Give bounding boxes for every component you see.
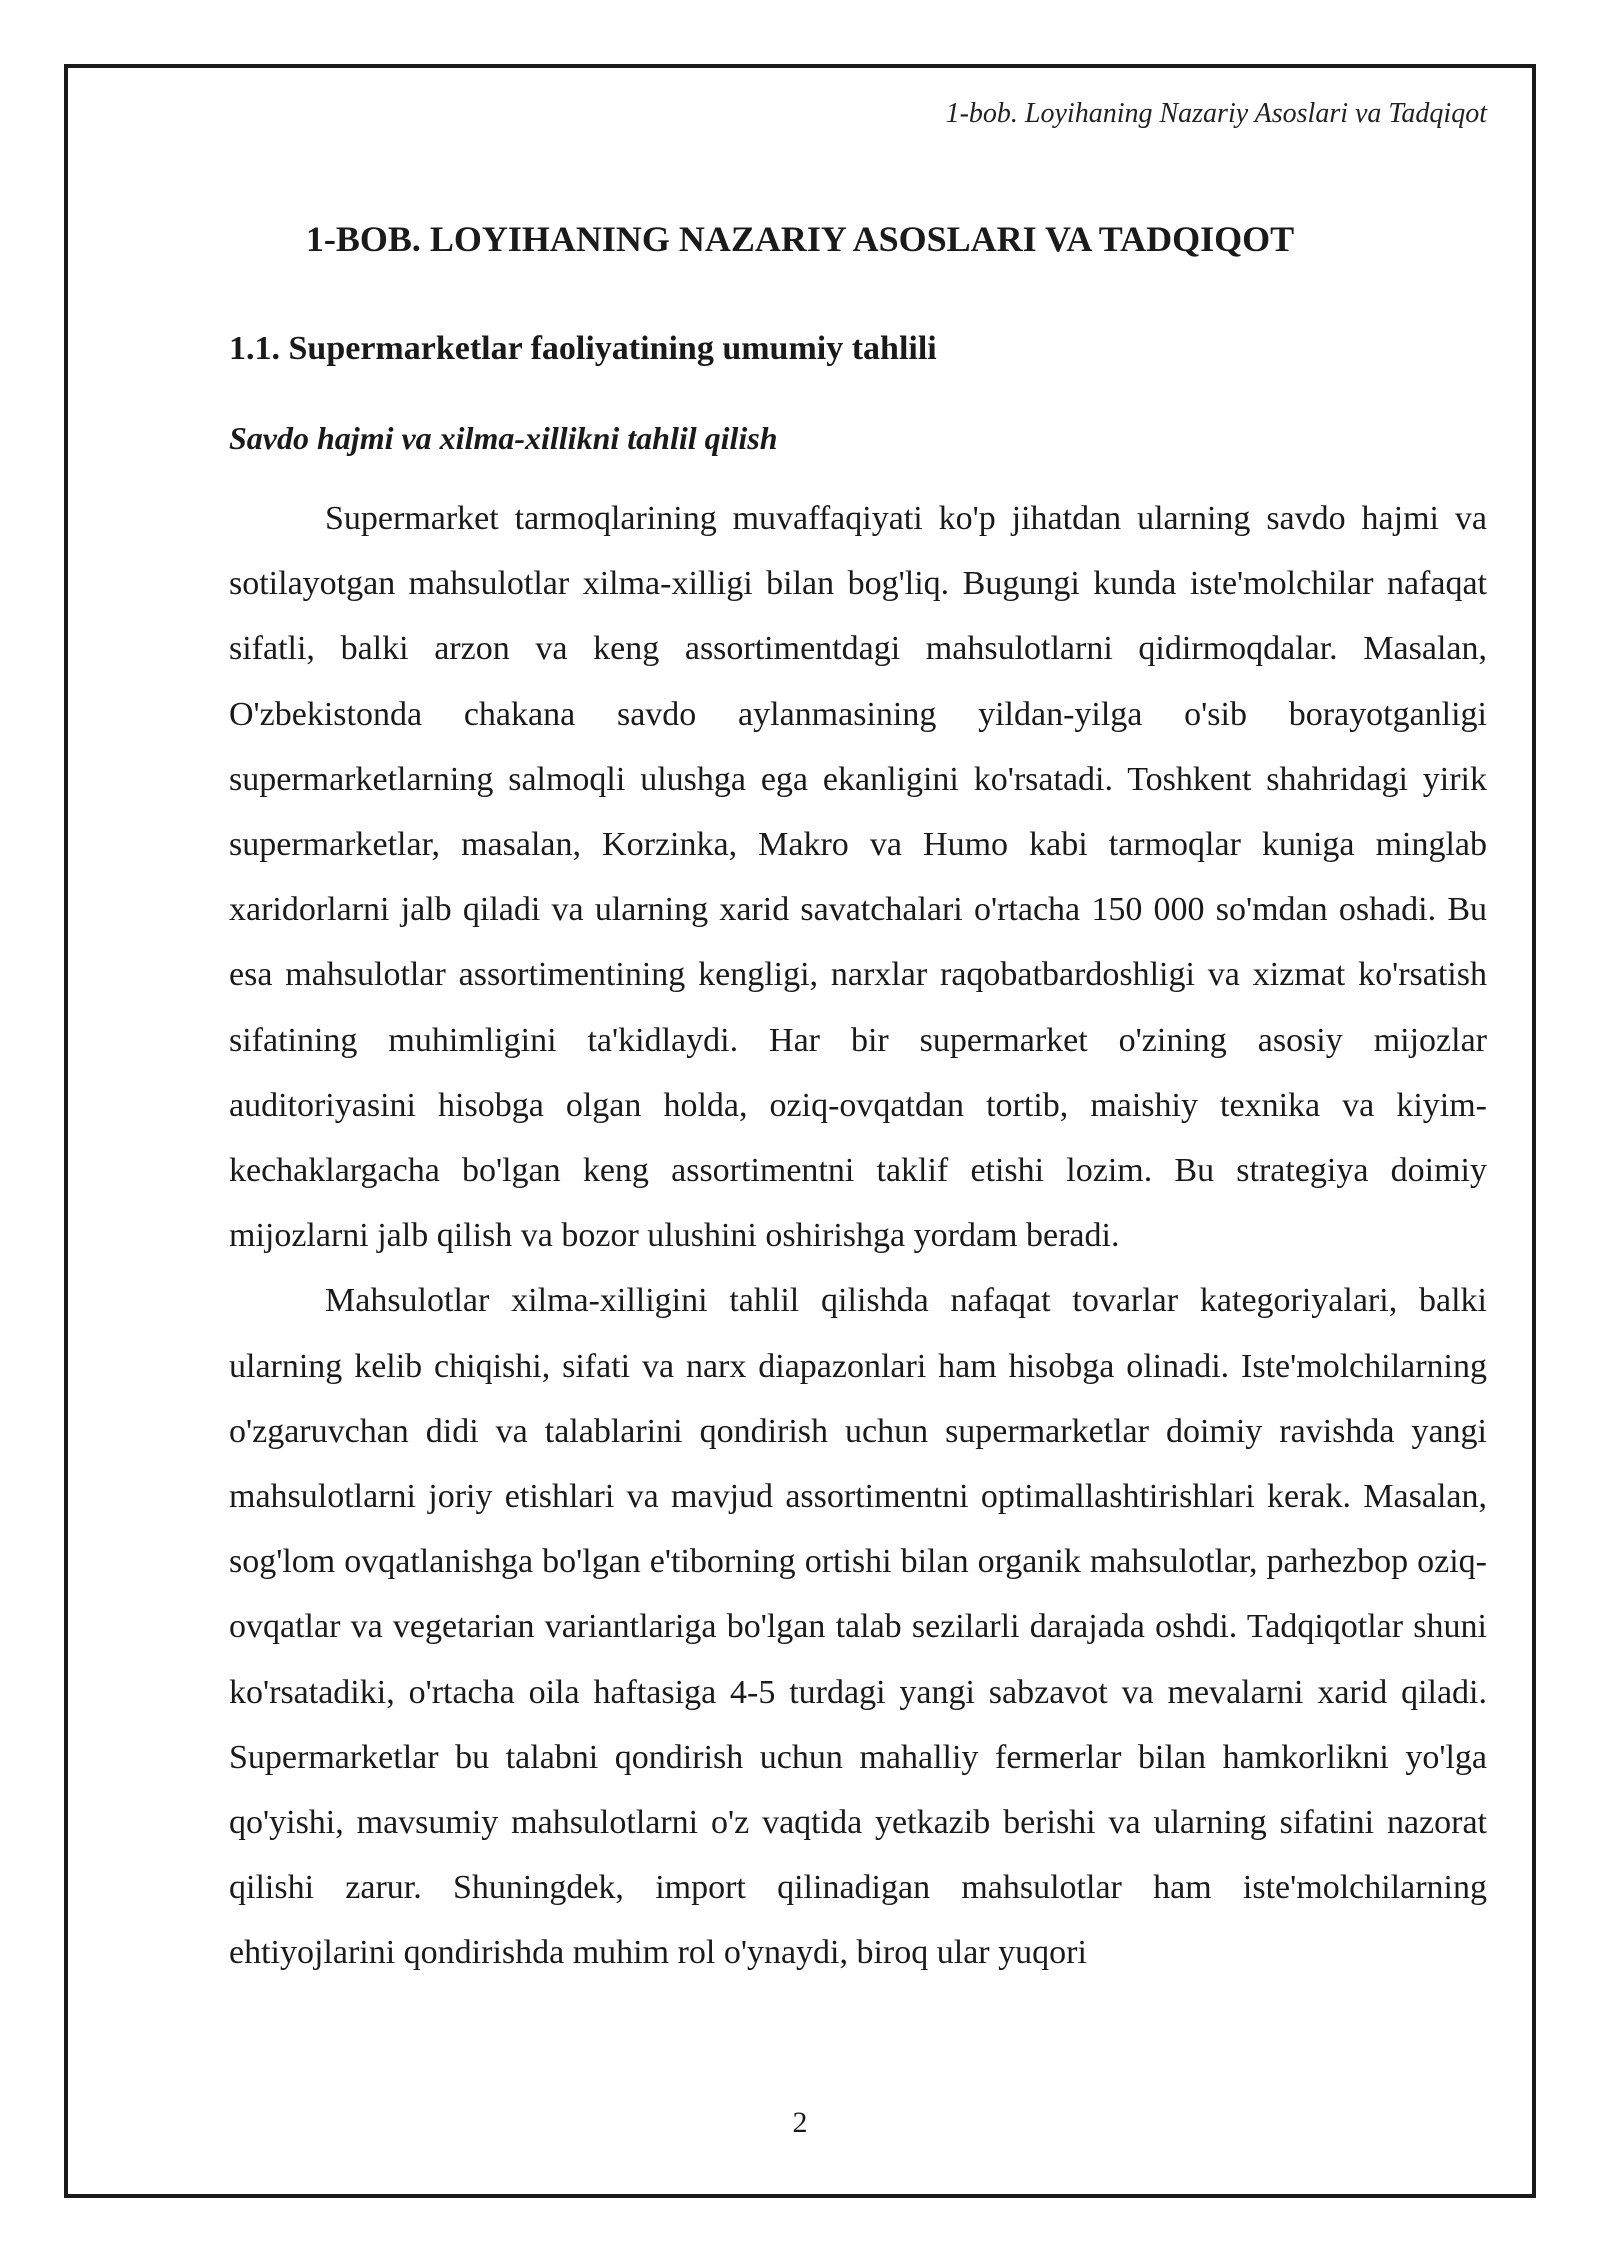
section-title: 1.1. Supermarketlar faoliyatining umumiy tahlili <box>229 330 937 367</box>
body-text <box>229 486 1487 1986</box>
paragraph-2: Mahsulotlar xilma-xilligini tahlil qilishda nafaqat tovarlar kategoriyalari, balki ularning kelib chiqishi, sifati va narx diapazonlari ham hisobga olinadi. Iste'molchilarning o'zgaruvchan didi va talablarini qondirish uchun supermarketlar doimiy ravishda yangi mahsulotlarni joriy etishlari va mavjud assortimentni optimallashtirishlari kerak. Masalan, sog'lom ovqatlanishga bo'lgan e'tiborning ortishi bilan organik mahsulotlar, parhezbop oziq-ovqatlar va vegetarian variantlariga bo'lgan talab sezilarli darajada oshdi. Tadqiqotlar shuni ko'rsatadiki, o'rtacha oila haftasiga 4-5 turdagi yangi sabzavot va mevalarni xarid qiladi. Supermarketlar bu talabni qondirish uchun mahalliy fermerlar bilan hamkorlikni yo'lga qo'yishi, mavsumiy mahsulotlarni o'z vaqtida yetkazib berishi va ularning sifatini nazorat qilishi zarur. Shuningdek, import qilinadigan mahsulotlar ham iste'molchilarning ehtiyojlarini qondirishda muhim rol o'ynaydi, biroq ular yuqori <box>229 1282 1487 1972</box>
running-header: 1-bob. Loyihaning Nazariy Asoslari va Tadqiqot <box>945 98 1487 129</box>
subsection-title: Savdo hajmi va xilma-xillikni tahlil qilish <box>229 420 778 456</box>
chapter-title: 1-BOB. LOYIHANING NAZARIY ASOSLARI VA TADQIQOT <box>305 219 1295 259</box>
page-number: 2 <box>792 2106 808 2139</box>
paragraph-1: Supermarket tarmoqlarining muvaffaqiyati ko'p jihatdan ularning savdo hajmi va sotilayotgan mahsulotlar xilma-xilligi bilan bog'liq. Bugungi kunda iste'molchilar nafaqat sifatli, balki arzon va keng assortimentdagi mahsulotlarni qidirmoqdalar. Masalan, O'zbekistonda chakana savdo aylanmasining yildan-yilga o'sib borayotganligi supermarketlarning salmoqli ulushga ega ekanligini ko'rsatadi. Toshkent shahridagi yirik supermarketlar, masalan, Korzinka, Makro va Humo kabi tarmoqlar kuniga minglab xaridorlarni jalb qiladi va ularning xarid savatchalari o'rtacha 150 000 so'mdan oshadi. Bu esa mahsulotlar assortimentining kengligi, narxlar raqobatbardoshligi va xizmat ko'rsatish sifatining muhimligini ta'kidlaydi. Har bir supermarket o'zining asosiy mijozlar auditoriyasini hisobga olgan holda, oziq-ovqatdan tortib, maishiy texnika va kiyim-kechaklargacha bo'lgan keng assortimentni taklif etishi lozim. Bu strategiya doimiy mijozlarni jalb qilish va bozor ulushini oshirishga yordam beradi. <box>229 500 1487 1255</box>
